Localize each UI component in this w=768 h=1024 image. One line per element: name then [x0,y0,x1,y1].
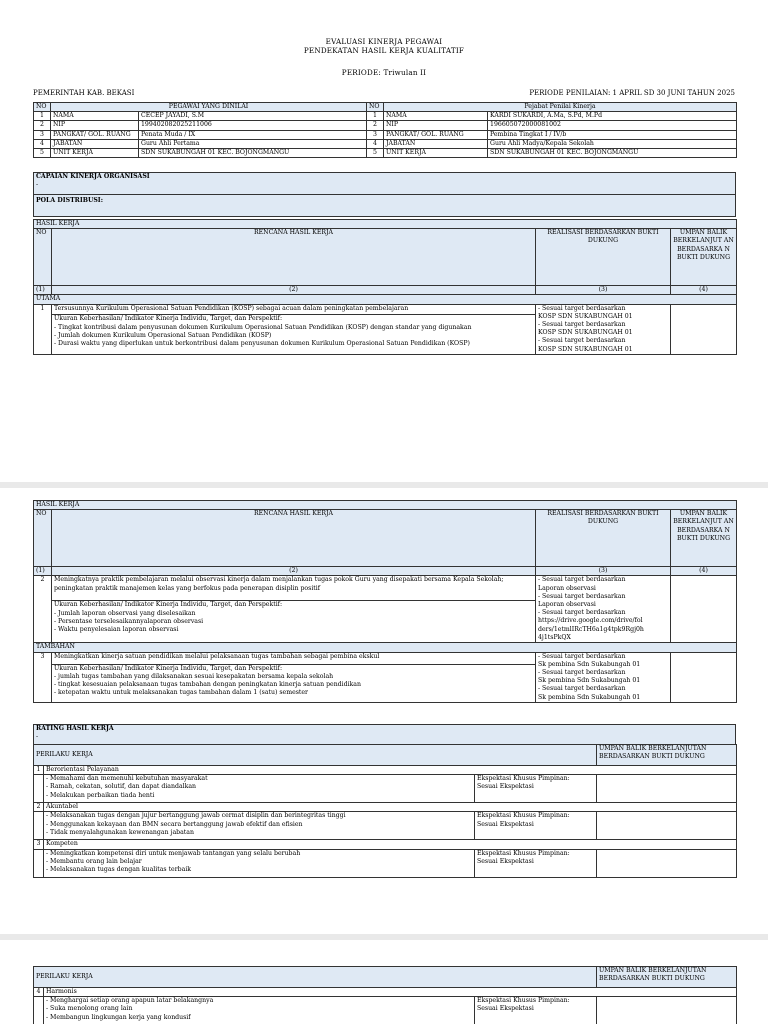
doc-title: EVALUASI KINERJA PEGAWAI [325,37,443,46]
umpan-cell [597,775,737,803]
col-umpan: UMPAN BALIK BERKELANJUT AN BERDASARKA N BUKTI DUKUNG [671,229,737,286]
page-3 [0,940,768,1024]
ukuran-cell: Ukuran Keberhasilan/ Indikator Kinerja Individu, Target, dan Perspektif: - jumlah tugas tambahan yang dilaksanakan sesuai kesepakatan bersama kepala sekolah - tingkat kesesuaian pelaksanaan tugas tambahan dengan peningkatan kinerja satuan pendidikan - ketepatan waktu untuk melaksanakan tugas tambahan dalam 1 (satu) semester [52,664,536,702]
item-no: 2 [34,576,52,643]
perilaku-points: - Meningkatkan kompetensi diri untuk menjawab tantangan yang selalu berubah - Membantu orang lain belajar - Melaksanakan tugas dengan kualitas terbaik [44,849,475,877]
identity-table [33,102,737,158]
page-1 [0,0,768,482]
capaian-table [33,172,736,217]
rencana-text: Tersusunnya Kurikulum Operasional Satuan Pendidikan (KOSP) sebagai acuan dalam peningkatan pembelajaran [52,304,536,315]
perilaku-points: - Memahami dan memenuhi kebutuhan masyarakat - Ramah, cekatan, solutif, dan dapat diandalkan - Melakukan perbaikan tiada henti [44,775,475,803]
hasil-kerja-table-2: HASIL KERJA NO RENCANA HASIL KERJA REALISASI BERDASARKAN BUKTI DUKUNG UMPAN BALIK BERKELANJUT AN BERDASARKA N BUKTI DUKUNG (1) (2) (3) (4) 2 Meningkatnya praktik pembelajaran melalui observasi kinerja dalam menjalankan tugas pokok Guru yang disepakati bersama Kepala Sekolah; peningkatan praktik manajemen kelas yang berfokus pada penerapan disiplin positif - Sesuai target berdasarkan Laporan observasi - Sesuai target berdasarkan Laporan observasi - Sesuai target berdasarkan https://drive.google.com/drive/fol ders/1etmlIRcTH6a1g4tpk9Rgj0h 4j1tsPkQX Ukuran Keberhasilan/ Indikator Kinerja Individu, Target, dan Perspektif: - Jumlah laporan observasi yang diselesaikan - Persentase terselesaikannyalaporan observasi - Waktu penyelesaian laporan observasi TAMBAHAN 3 Meningkatkan kinerja satuan pendidikan melalui pelaksanaan tugas tambahan sebagai pembina ekskul - Sesuai target berdasarkan Sk pembina Sdn Sukabungah 01 - Sesuai target berdasarkan Sk pembina Sdn Sukabungah 01 - Sesuai target berdasarkan Sk pembina Sdn Sukabungah 01 Ukuran Keberhasilan/ Indikator Kinerja Individu, Target, dan Perspektif: - jumlah tugas tambahan yang dilaksanakan sesuai kesepakatan bersama kepala sekolah - tingkat kesesuaian pelaksanaan tugas tambahan dengan peningkatan kinerja satuan pendidikan - ketepatan waktu untuk melaksanakan tugas tambahan dalam 1 (satu) semester [33,500,737,703]
perilaku-label: PERILAKU KERJA [34,745,597,766]
periode-penilaian: PERIODE PENILAIAN: 1 APRIL SD 30 JUNI TAHUN 2025 [529,89,735,97]
rating-label: RATING HASIL KERJA [36,725,114,732]
identity-header-row [34,103,737,112]
identity-row: 3 PANGKAT/ GOL. RUANG Penata Muda / IX 3 PANGKAT/ GOL. RUANG Pembina Tingkat I / IV/b [34,130,737,139]
realisasi-cell: - Sesuai target berdasarkan KOSP SDN SUKABUNGAH 01 - Sesuai target berdasarkan KOSP SDN SUKABUNGAH 01 - Sesuai target berdasarkan KOSP SDN SUKABUNGAH 01 [536,304,671,354]
instansi: PEMERINTAH KAB. BEKASI [33,89,135,97]
perilaku-table: PERILAKU KERJA UMPAN BALIK BERKELANJUTAN BERDASARKAN BUKTI DUKUNG 1 Berorientasi Pelayanan - Memahami dan memenuhi kebutuhan masyarakat - Ramah, cekatan, solutif, dan dapat diandalkan - Melakukan perbaikan tiada henti Ekspektasi Khusus Pimpinan: Sesuai Ekspektasi 2 Akuntabel - Melaksanakan tugas dengan jujur bertanggung jawab cermat disiplin dan berintegritas tinggi - Menggunakan kekayaan dan BMN secara bertanggung jawab efektif dan efisien - Tidak menyalahgunakan kewenangan jabatan Ekspektasi Khusus Pimpinan: Sesuai Ekspektasi 3 Kompeten - Meningkatkan kompetensi diri untuk menjawab tantangan yang selalu berubah - Membantu orang lain belajar - Melaksanakan tugas dengan kualitas terbaik Ekspektasi Khusus Pimpinan: Sesuai Ekspektasi [33,744,737,878]
umpan-cell [597,812,737,840]
tambahan-label: TAMBAHAN [34,643,737,652]
umpan-cell [597,849,737,877]
perilaku-points: - Menghargai setiap orang apapun latar belakangnya - Suka menolong orang lain - Membangun lingkungan kerja yang kondusif [44,997,475,1024]
ukuran-cell: Ukuran Keberhasilan/ Indikator Kinerja Individu, Target, dan Perspektif: - Jumlah laporan observasi yang diselesaikan - Persentase terselesaikannyalaporan observasi - Waktu penyelesaian laporan observasi [52,601,536,643]
col-pejabat: Pejabat Penilai Kinerja [384,103,737,112]
ekspektasi-cell: Ekspektasi Khusus Pimpinan: Sesuai Ekspektasi [475,849,597,877]
doc-subtitle: PENDEKATAN HASIL KERJA KUALITATIF [303,46,465,55]
perilaku-umpan: UMPAN BALIK BERKELANJUTAN BERDASARKAN BUKTI DUKUNG [597,745,737,766]
col-no: NO [34,103,51,112]
capaian-value: - [36,181,39,189]
col-realisasi: REALISASI BERDASARKAN BUKTI DUKUNG [536,229,671,286]
pola-label: POLA DISTRIBUSI: [36,197,103,204]
col-rencana: RENCANA HASIL KERJA [52,229,536,286]
identity-row: 5 UNIT KERJA SDN SUKABUNGAH 01 KEC. BOJONGMANGU 5 UNIT KERJA SDN SUKABUNGAH 01 KEC. BOJONGMANGU [34,149,737,158]
col-no-2: NO [367,103,384,112]
umpan-cell [671,576,737,643]
ekspektasi-cell: Ekspektasi Khusus Pimpinan: Sesuai Ekspektasi [475,812,597,840]
ekspektasi-cell: Ekspektasi Khusus Pimpinan: Sesuai Ekspektasi [475,775,597,803]
col-pegawai: PEGAWAI YANG DINILAI [51,103,367,112]
doc-periode: PERIODE: Triwulan II [341,68,427,77]
item-no: 1 [34,304,52,354]
perilaku-name: Kompeten [44,840,737,849]
item-no: 3 [34,652,52,702]
hasil-kerja-label: HASIL KERJA [34,220,737,229]
rencana-text: Meningkatkan kinerja satuan pendidikan melalui pelaksanaan tugas tambahan sebagai pembina ekskul [52,652,536,664]
rating-table: RATING HASIL KERJA - [33,724,736,745]
perilaku-name: Berorientasi Pelayanan [44,766,737,775]
perilaku-name: Harmonis [44,988,737,997]
realisasi-cell: - Sesuai target berdasarkan Laporan observasi - Sesuai target berdasarkan Laporan observasi - Sesuai target berdasarkan https://drive.google.com/drive/fol ders/1etmlIRcTH6a1g4tpk9Rgj0h 4j1tsPkQX [536,576,671,643]
page-2 [0,488,768,934]
umpan-cell [671,652,737,702]
capaian-label: CAPAIAN KINERJA ORGANISASI [36,173,150,180]
ekspektasi-cell: Ekspektasi Khusus Pimpinan: Sesuai Ekspektasi [475,997,597,1024]
identity-row: 4 JABATAN Guru Ahli Pertama 4 JABATAN Guru Ahli Madya/Kepala Sekolah [34,139,737,148]
identity-row: 2 NIP 199402082025211006 2 NIP 196605072000081002 [34,121,737,130]
col-no: NO [34,229,52,286]
umpan-cell [597,997,737,1024]
perilaku-name: Akuntabel [44,803,737,812]
umpan-cell [671,304,737,354]
perilaku-table-2: PERILAKU KERJA UMPAN BALIK BERKELANJUTAN BERDASARKAN BUKTI DUKUNG 4 Harmonis - Menghargai setiap orang apapun latar belakangnya - Suka menolong orang lain - Membangun lingkungan kerja yang kondusif Ekspektasi Khusus Pimpinan: Sesuai Ekspektasi [33,966,737,1024]
utama-label: UTAMA [34,295,737,304]
perilaku-points: - Melaksanakan tugas dengan jujur bertanggung jawab cermat disiplin dan berintegritas tinggi - Menggunakan kekayaan dan BMN secara bertanggung jawab efektif dan efisien - Tidak menyalahgunakan kewenangan jabatan [44,812,475,840]
hasil-kerja-table-1: HASIL KERJA NO RENCANA HASIL KERJA REALISASI BERDASARKAN BUKTI DUKUNG UMPAN BALIK BERKELANJUT AN BERDASARKA N BUKTI DUKUNG (1) (2) (3) (4) UTAMA 1 Tersusunnya Kurikulum Operasional Satuan Pendidikan (KOSP) sebagai acuan dalam peningkatan pembelajaran - Sesuai target berdasarkan KOSP SDN SUKABUNGAH 01 - Sesuai target berdasarkan KOSP SDN SUKABUNGAH 01 - Sesuai target berdasarkan KOSP SDN SUKABUNGAH 01 Ukuran Keberhasilan/ Indikator Kinerja Individu, Target, dan Perspektif: - Tingkat kontribusi dalam penyusunan dokumen Kurikulum Operasional Satuan Pendidikan (KOSP) dengan standar yang digunakan - Jumlah dokumen Kurikulum Operasional Satuan Pendidikan (KOSP) - Durasi waktu yang diperlukan untuk berkontribusi dalam penyusunan dokumen Kurikulum Operasional Satuan Pendidikan (KOSP) [33,219,737,355]
realisasi-cell: - Sesuai target berdasarkan Sk pembina Sdn Sukabungah 01 - Sesuai target berdasarkan Sk pembina Sdn Sukabungah 01 - Sesuai target berdasarkan Sk pembina Sdn Sukabungah 01 [536,652,671,702]
rencana-text: Meningkatnya praktik pembelajaran melalui observasi kinerja dalam menjalankan tugas pokok Guru yang disepakati bersama Kepala Sekolah; peningkatan praktik manajemen kelas yang berfokus pada penerapan disiplin positif [52,576,536,601]
ukuran-cell: Ukuran Keberhasilan/ Indikator Kinerja Individu, Target, dan Perspektif: - Tingkat kontribusi dalam penyusunan dokumen Kurikulum Operasional Satuan Pendidikan (KOSP) dengan standar yang digunakan - Jumlah dokumen Kurikulum Operasional Satuan Pendidikan (KOSP) - Durasi waktu yang diperlukan untuk berkontribusi dalam penyusunan dokumen Kurikulum Operasional Satuan Pendidikan (KOSP) [52,315,536,354]
identity-row: 1 NAMA CECEP JAYADI, S.M 1 NAMA KARDI SUKARDI, A.Ma, S.Pd, M.Pd [34,112,737,121]
